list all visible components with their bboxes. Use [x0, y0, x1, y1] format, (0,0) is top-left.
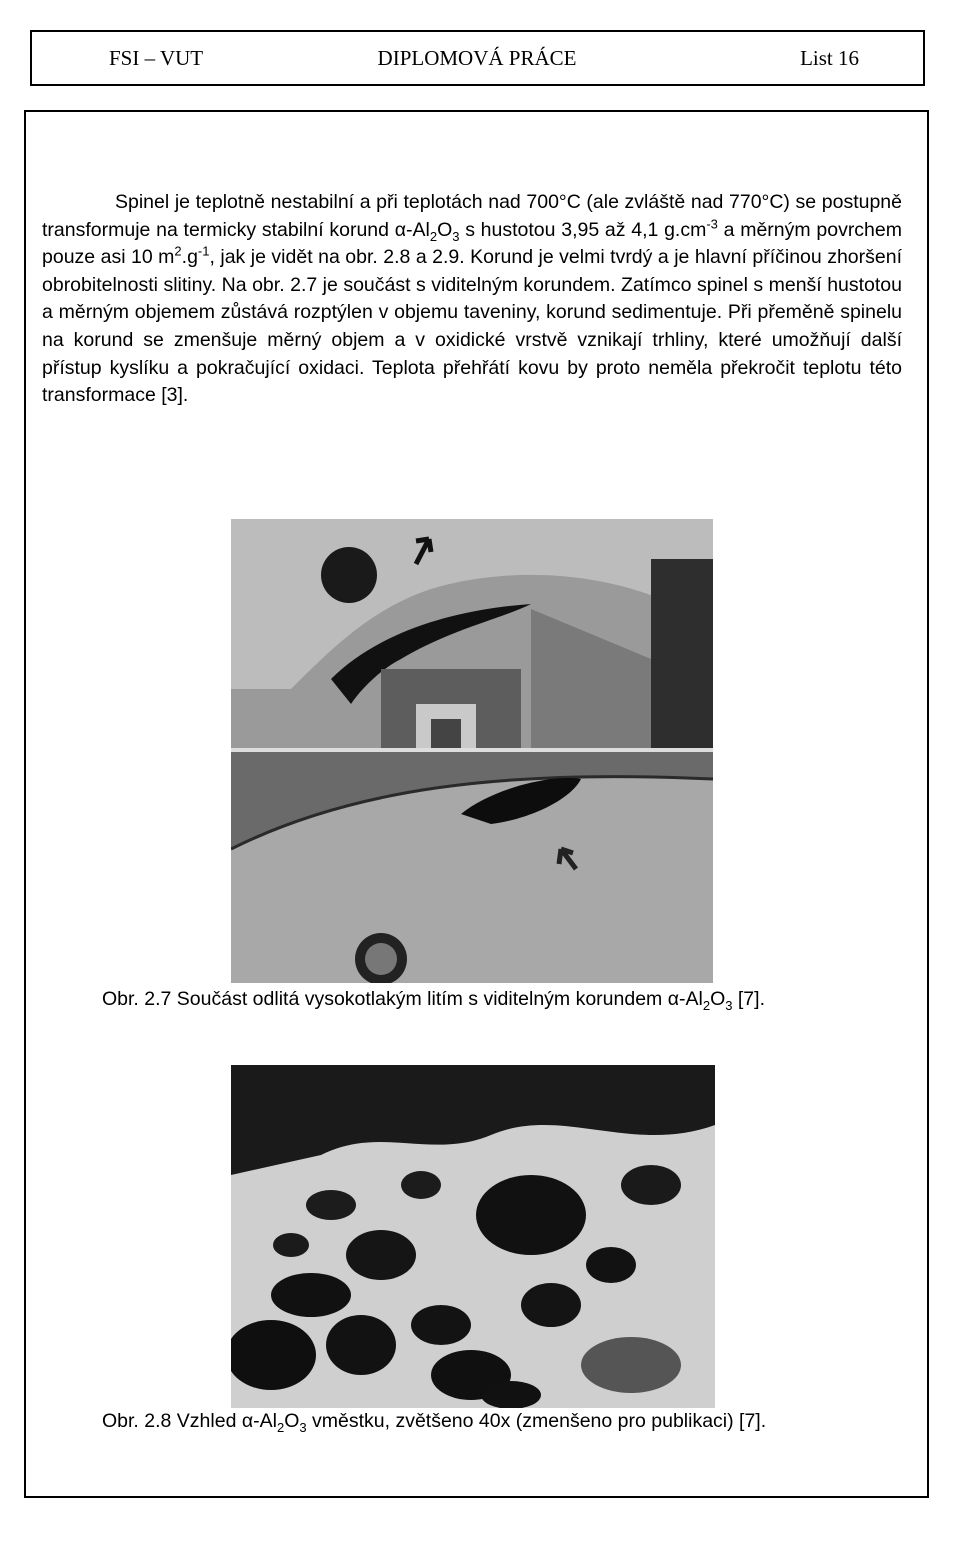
subscript: 3 — [299, 1419, 307, 1435]
figure-caption-2-7 — [102, 988, 765, 1011]
subscript: 2 — [429, 228, 438, 244]
figure-caption-2-8 — [102, 1410, 766, 1433]
subscript: 2 — [276, 1419, 285, 1435]
text-run: a měrným povrchem pouze asi 10 m — [42, 218, 902, 269]
caption-text: [7]. — [732, 988, 765, 1010]
text-run: s hustotou 3,95 až 4,1 g.cm — [459, 218, 707, 241]
caption-text: O — [284, 1410, 300, 1432]
figure-casting-photo — [231, 519, 713, 983]
subscript: 2 — [702, 997, 711, 1013]
figure-inclusion-micrograph — [231, 1065, 715, 1408]
body-paragraph — [42, 189, 902, 410]
text-run: Spinel je teplotně nestabilní a při teplotách nad 700°C (ale zvláště nad 770°C) se postupně transformuje na termicky stabilní korund α-Al — [42, 191, 902, 241]
text-run: O — [437, 218, 453, 241]
caption-text: O — [710, 988, 726, 1010]
superscript: -3 — [706, 216, 718, 232]
text-run: , jak je vidět na obr. 2.8 a 2.9. Korund je velmi tvrdý a je hlavní příčinou zhoršení obrobitelnosti slitiny. Na obr. 2.7 je součást s viditelným korundem. Zatímco spinel s menší hustotou a měrným objemem zůstává rozptýlen v objemu taveniny, korund sedimentuje. Při přeměně spinelu na korund se zmenšuje měrný objem a v oxidické vrstvě vznikají trhliny, které umožňují další přístup kyslíku a pokračující oxidaci. Teplota přehřátí kovu by proto neměla překročit teplotu této transformace [3]. — [42, 246, 902, 407]
page-header — [30, 30, 925, 86]
subscript: 3 — [452, 228, 460, 244]
header-page-number: List 16 — [800, 46, 859, 70]
caption-text: Obr. 2.7 Součást odlitá vysokotlakým litím s viditelným korundem α-Al — [102, 988, 703, 1010]
header-document-type: DIPLOMOVÁ PRÁCE — [377, 46, 577, 70]
caption-text: vměstku, zvětšeno 40x (zmenšeno pro publikaci) [7]. — [306, 1410, 767, 1432]
header-institution: FSI – VUT — [109, 46, 204, 70]
superscript: 2 — [174, 243, 182, 259]
caption-text: Obr. 2.8 Vzhled α-Al — [102, 1410, 277, 1432]
subscript: 3 — [725, 997, 733, 1013]
superscript: -1 — [197, 243, 210, 259]
text-run: .g — [181, 246, 198, 269]
